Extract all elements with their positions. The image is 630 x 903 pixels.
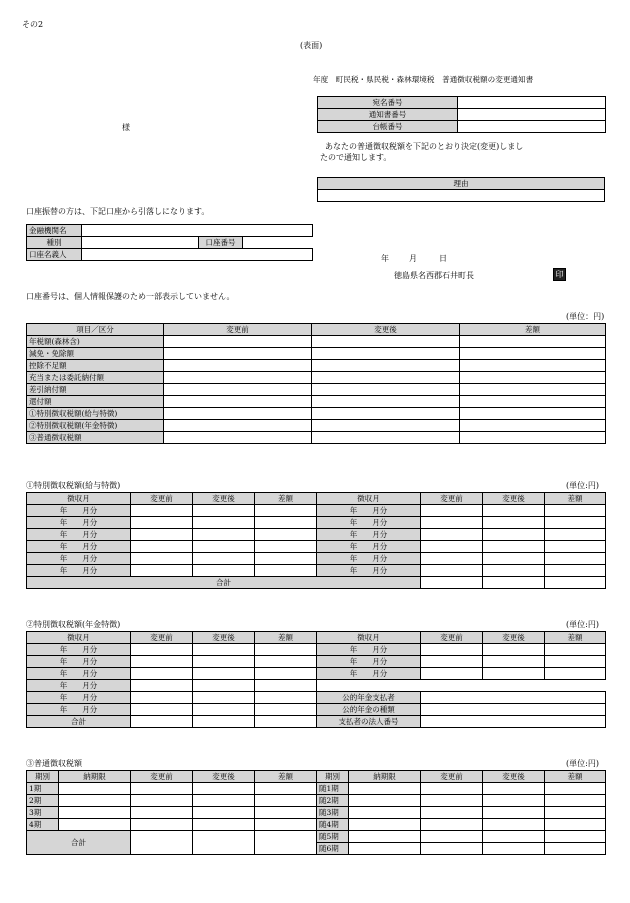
salary-header: 変更前 [421,493,483,505]
id-row-value[interactable] [458,97,606,109]
summary-header: 差額 [460,324,606,336]
period-label: 1期 [27,783,59,795]
payer-corporate-number-value[interactable] [421,716,606,728]
extra-period-label: 随5期 [317,831,349,843]
ordinary-header: 期別 [317,771,349,783]
month-label: 年 月分 [27,656,131,668]
summary-row-label: ②特別徴収税額(年金特徴) [27,420,164,432]
summary-row-label: 控除不足額 [27,360,164,372]
ordinary-total-label: 合計 [27,831,131,855]
table-row [27,336,606,348]
month-label: 年 月分 [317,553,421,565]
summary-row-label: 還付額 [27,396,164,408]
date-year: 年 [381,254,389,263]
table-row [27,668,606,680]
bank-note: 口座振替の方は、下記口座から引落しになります。 [26,207,210,216]
month-label: 年 月分 [27,692,131,704]
pension-header: 変更前 [421,632,483,644]
summary-row-label: 差引納付額 [27,384,164,396]
month-label: 年 月分 [317,644,421,656]
pension-header: 変更前 [131,632,193,644]
recipient-honorific: 様 [122,123,130,132]
face-label: (表面) [300,41,323,50]
privacy-note: 口座番号は、個人情報保護のため一部表示していません。 [26,292,235,301]
month-label: 年 月分 [27,553,131,565]
salary-header: 変更後 [193,493,255,505]
table-row [27,505,606,517]
month-label: 年 月分 [27,541,131,553]
pension-title: ②特別徴収税額(年金特徴) [26,620,121,629]
table-row [27,384,606,396]
month-label: 年 月分 [317,517,421,529]
month-label: 年 月分 [27,704,131,716]
id-row-label: 台帳番号 [318,121,458,133]
ordinary-title: ③普通徴収税額 [26,759,82,768]
month-label: 年 月分 [27,517,131,529]
page-label: その2 [22,20,44,29]
table-row [27,783,606,795]
salary-header: 徴収月 [27,493,131,505]
month-label: 年 月分 [27,529,131,541]
summary-table [26,323,606,444]
table-row [27,396,606,408]
id-row-label: 宛名番号 [318,97,458,109]
summary-row-label: 減免・免除額 [27,348,164,360]
salary-header: 変更後 [483,493,545,505]
table-row [27,680,606,692]
extra-period-label: 随6期 [317,843,349,855]
ordinary-table [26,770,606,855]
extra-period-label: 随1期 [317,783,349,795]
table-row [27,565,606,577]
table-row [27,408,606,420]
pension-payer-value[interactable] [421,692,606,704]
salary-header: 差額 [545,493,606,505]
salary-header: 変更前 [131,493,193,505]
date-month: 月 [409,254,417,263]
table-row [27,541,606,553]
salary-title: ①特別徴収税額(給与特徴) [26,481,121,490]
pension-header: 徴収月 [27,632,131,644]
month-label: 年 月分 [317,656,421,668]
table-row [27,644,606,656]
id-row-value[interactable] [458,121,606,133]
summary-header: 変更後 [312,324,460,336]
summary-row-label: 年税額(森林含) [27,336,164,348]
pension-type-value[interactable] [421,704,606,716]
table-row [27,420,606,432]
ordinary-header: 変更後 [193,771,255,783]
reason-value[interactable] [318,190,605,202]
type-label: 種別 [27,237,82,249]
month-label: 年 月分 [27,565,131,577]
salary-table [26,492,606,589]
table-row [27,577,606,589]
period-label: 3期 [27,807,59,819]
period-label: 4期 [27,819,59,831]
salary-header: 差額 [255,493,317,505]
notice-message-line: たので通知します。 [320,153,392,162]
table-row [27,517,606,529]
pension-header: 変更後 [193,632,255,644]
salary-header: 徴収月 [317,493,421,505]
pension-payer-label: 公的年金支払者 [317,692,421,704]
ordinary-header: 納期限 [349,771,421,783]
table-row [27,553,606,565]
ordinary-header: 変更後 [483,771,545,783]
id-row-label: 通知書番号 [318,109,458,121]
reason-label: 理由 [318,178,605,190]
extra-period-label: 随2期 [317,795,349,807]
ordinary-header: 変更前 [421,771,483,783]
summary-row-label: 充当または委託納付額 [27,372,164,384]
holder-value[interactable] [82,249,313,261]
pension-type-label: 公的年金の種類 [317,704,421,716]
summary-header: 項目／区分 [27,324,164,336]
issuer-name: 徳島県名西郡石井町長 [394,271,474,280]
summary-header: 変更前 [164,324,312,336]
ordinary-header: 差額 [255,771,317,783]
id-number-table [317,96,606,133]
table-row [27,795,606,807]
payer-corporate-number-label: 支払者の法人番号 [317,716,421,728]
month-label: 年 月分 [317,565,421,577]
account-number-value[interactable] [243,237,313,249]
table-row [27,372,606,384]
official-seal: 印 [553,268,566,281]
unit-label: (単位：円) [566,312,605,321]
month-label: 年 月分 [317,529,421,541]
pension-total-label: 合計 [27,716,131,728]
summary-row-label: ①特別徴収税額(給与特徴) [27,408,164,420]
pension-header: 差額 [545,632,606,644]
unit-label: (単位:円) [566,481,599,490]
table-row [27,360,606,372]
pension-header: 徴収月 [317,632,421,644]
bank-table [26,224,313,261]
reason-table [317,177,605,202]
month-label: 年 月分 [27,668,131,680]
account-number-label: 口座番号 [199,237,243,249]
table-row [27,432,606,444]
table-row [27,704,606,716]
month-label: 年 月分 [317,541,421,553]
extra-period-label: 随4期 [317,819,349,831]
pension-table [26,631,606,728]
period-label: 2期 [27,795,59,807]
institution-value[interactable] [82,225,313,237]
month-label: 年 月分 [27,505,131,517]
month-label: 年 月分 [317,668,421,680]
unit-label: (単位:円) [566,759,599,768]
institution-label: 金融機関名 [27,225,82,237]
month-label: 年 月分 [27,644,131,656]
ordinary-header: 差額 [545,771,606,783]
unit-label: (単位:円) [566,620,599,629]
id-row-value[interactable] [458,109,606,121]
salary-total-label: 合計 [27,577,421,589]
table-row [27,716,606,728]
table-row [27,529,606,541]
summary-row-label: ③普通徴収税額 [27,432,164,444]
table-row [27,819,606,831]
month-label: 年 月分 [317,505,421,517]
ordinary-header: 期別 [27,771,59,783]
table-row [27,831,606,843]
table-row [27,348,606,360]
table-row [27,656,606,668]
table-row [27,807,606,819]
date-day: 日 [439,254,447,263]
type-value[interactable] [82,237,199,249]
ordinary-header: 納期限 [59,771,131,783]
ordinary-header: 変更前 [131,771,193,783]
notice-message-line: あなたの普通徴収税額を下記のとおり決定(変更)しまし [325,142,524,151]
notice-title: 年度 町民税・県民税・森林環境税 普通徴収税額の変更通知書 [313,75,534,84]
extra-period-label: 随3期 [317,807,349,819]
pension-header: 変更後 [483,632,545,644]
month-label: 年 月分 [27,680,131,692]
pension-header: 差額 [255,632,317,644]
table-row [27,692,606,704]
holder-label: 口座名義人 [27,249,82,261]
